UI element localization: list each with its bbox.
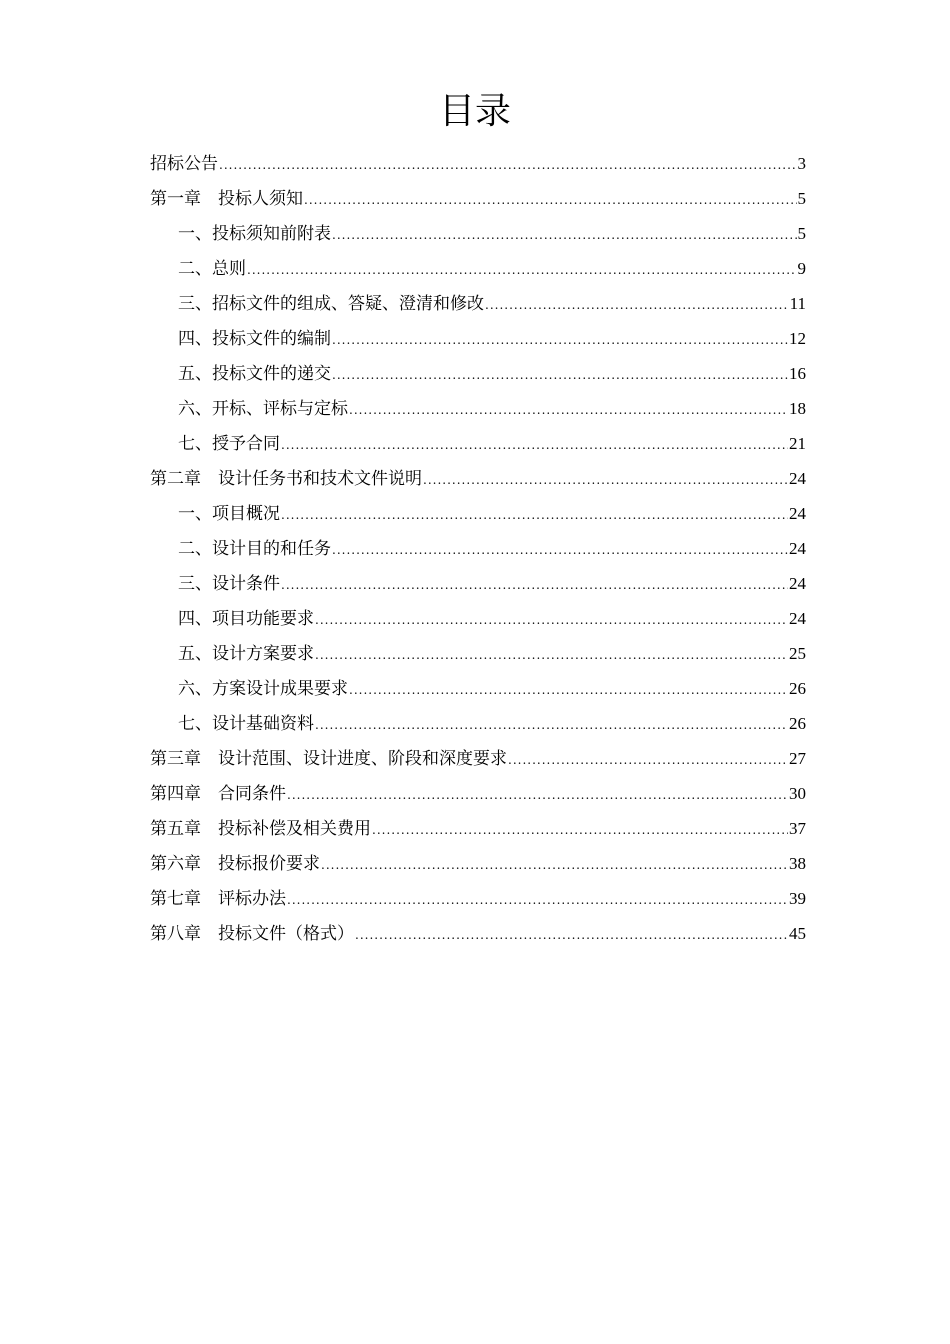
toc-entry[interactable] bbox=[150, 391, 806, 426]
toc-entry-page-number: 30 bbox=[789, 784, 806, 803]
toc-entry-label: 第五章 投标补偿及相关费用 bbox=[150, 819, 371, 839]
toc-entry-label: 一、项目概况 bbox=[178, 504, 280, 524]
toc-entry-page-number: 38 bbox=[789, 854, 806, 873]
toc-entry-page-number: 24 bbox=[789, 469, 806, 488]
toc-entry[interactable] bbox=[150, 601, 806, 636]
dot-leader bbox=[281, 568, 788, 603]
toc-entry[interactable] bbox=[150, 461, 806, 496]
toc-entry[interactable] bbox=[150, 776, 806, 811]
toc-entry-page-number: 5 bbox=[797, 224, 806, 243]
dot-leader bbox=[372, 813, 788, 848]
toc-entry-page-number: 21 bbox=[789, 434, 806, 453]
dot-leader bbox=[332, 533, 788, 568]
toc-entry[interactable] bbox=[150, 286, 806, 321]
dot-leader bbox=[281, 498, 788, 533]
toc-entry[interactable] bbox=[150, 566, 806, 601]
dot-leader bbox=[219, 148, 797, 183]
toc-entry[interactable] bbox=[150, 496, 806, 531]
toc-entry-label: 六、开标、评标与定标 bbox=[178, 399, 348, 419]
toc-entry-page-number: 25 bbox=[789, 644, 806, 663]
toc-entry[interactable] bbox=[150, 881, 806, 916]
dot-leader bbox=[321, 848, 788, 883]
toc-entry-page-number: 16 bbox=[789, 364, 806, 383]
dot-leader bbox=[349, 393, 788, 428]
toc-entry[interactable] bbox=[150, 216, 806, 251]
toc-entry[interactable] bbox=[150, 426, 806, 461]
dot-leader bbox=[315, 708, 788, 743]
toc-entry-page-number: 27 bbox=[789, 749, 806, 768]
toc-entry-page-number: 24 bbox=[789, 504, 806, 523]
dot-leader bbox=[281, 428, 788, 463]
dot-leader bbox=[287, 883, 788, 918]
toc-entry[interactable] bbox=[150, 811, 806, 846]
toc-entry-label: 三、设计条件 bbox=[178, 574, 280, 594]
toc-entry-page-number: 9 bbox=[797, 259, 806, 278]
table-of-contents bbox=[150, 146, 806, 951]
toc-entry[interactable] bbox=[150, 181, 806, 216]
toc-entry-label: 第二章 设计任务书和技术文件说明 bbox=[150, 469, 422, 489]
toc-entry-label: 第六章 投标报价要求 bbox=[150, 854, 320, 874]
toc-entry-label: 第八章 投标文件（格式） bbox=[150, 924, 354, 944]
toc-entry-page-number: 24 bbox=[789, 609, 806, 628]
toc-entry-page-number: 18 bbox=[789, 399, 806, 418]
toc-entry-page-number: 3 bbox=[797, 154, 806, 173]
toc-entry-page-number: 45 bbox=[789, 924, 806, 943]
page-title: 目录 bbox=[438, 91, 511, 132]
toc-entry-label: 招标公告 bbox=[150, 154, 218, 174]
toc-entry[interactable] bbox=[150, 846, 806, 881]
toc-entry-label: 二、设计目的和任务 bbox=[178, 539, 331, 559]
toc-entry-label: 二、总则 bbox=[178, 259, 246, 279]
dot-leader bbox=[332, 218, 797, 253]
toc-entry-label: 七、设计基础资料 bbox=[178, 714, 314, 734]
toc-entry-label: 四、项目功能要求 bbox=[178, 609, 314, 629]
toc-entry-page-number: 37 bbox=[789, 819, 806, 838]
toc-entry-label: 七、授予合同 bbox=[178, 434, 280, 454]
toc-entry-label: 第一章 投标人须知 bbox=[150, 189, 303, 209]
toc-entry-page-number: 12 bbox=[789, 329, 806, 348]
toc-entry[interactable] bbox=[150, 251, 806, 286]
toc-entry-page-number: 11 bbox=[789, 294, 806, 313]
dot-leader bbox=[315, 603, 788, 638]
dot-leader bbox=[508, 743, 788, 778]
toc-entry[interactable] bbox=[150, 636, 806, 671]
toc-entry-label: 一、投标须知前附表 bbox=[178, 224, 331, 244]
toc-entry[interactable] bbox=[150, 741, 806, 776]
dot-leader bbox=[287, 778, 788, 813]
dot-leader bbox=[332, 358, 788, 393]
toc-entry[interactable] bbox=[150, 916, 806, 951]
toc-entry-label: 五、投标文件的递交 bbox=[178, 364, 331, 384]
toc-entry-label: 第四章 合同条件 bbox=[150, 784, 286, 804]
dot-leader bbox=[247, 253, 797, 288]
toc-entry-page-number: 24 bbox=[789, 539, 806, 558]
toc-entry[interactable] bbox=[150, 531, 806, 566]
toc-entry-page-number: 5 bbox=[797, 189, 806, 208]
toc-entry[interactable] bbox=[150, 671, 806, 706]
toc-entry-label: 六、方案设计成果要求 bbox=[178, 679, 348, 699]
toc-entry[interactable] bbox=[150, 146, 806, 181]
toc-entry-page-number: 39 bbox=[789, 889, 806, 908]
dot-leader bbox=[332, 323, 788, 358]
toc-entry[interactable] bbox=[150, 321, 806, 356]
dot-leader bbox=[355, 918, 788, 953]
dot-leader bbox=[423, 463, 788, 498]
toc-entry-page-number: 26 bbox=[789, 714, 806, 733]
dot-leader bbox=[315, 638, 788, 673]
toc-entry-page-number: 26 bbox=[789, 679, 806, 698]
dot-leader bbox=[349, 673, 788, 708]
toc-entry-label: 四、投标文件的编制 bbox=[178, 329, 331, 349]
dot-leader bbox=[304, 183, 797, 218]
toc-entry-label: 第七章 评标办法 bbox=[150, 889, 286, 909]
toc-entry-label: 第三章 设计范围、设计进度、阶段和深度要求 bbox=[150, 749, 507, 769]
toc-entry-label: 五、设计方案要求 bbox=[178, 644, 314, 664]
toc-entry-page-number: 24 bbox=[789, 574, 806, 593]
toc-entry-label: 三、招标文件的组成、答疑、澄清和修改 bbox=[178, 294, 484, 314]
toc-entry[interactable] bbox=[150, 356, 806, 391]
toc-entry[interactable] bbox=[150, 706, 806, 741]
dot-leader bbox=[485, 288, 789, 323]
